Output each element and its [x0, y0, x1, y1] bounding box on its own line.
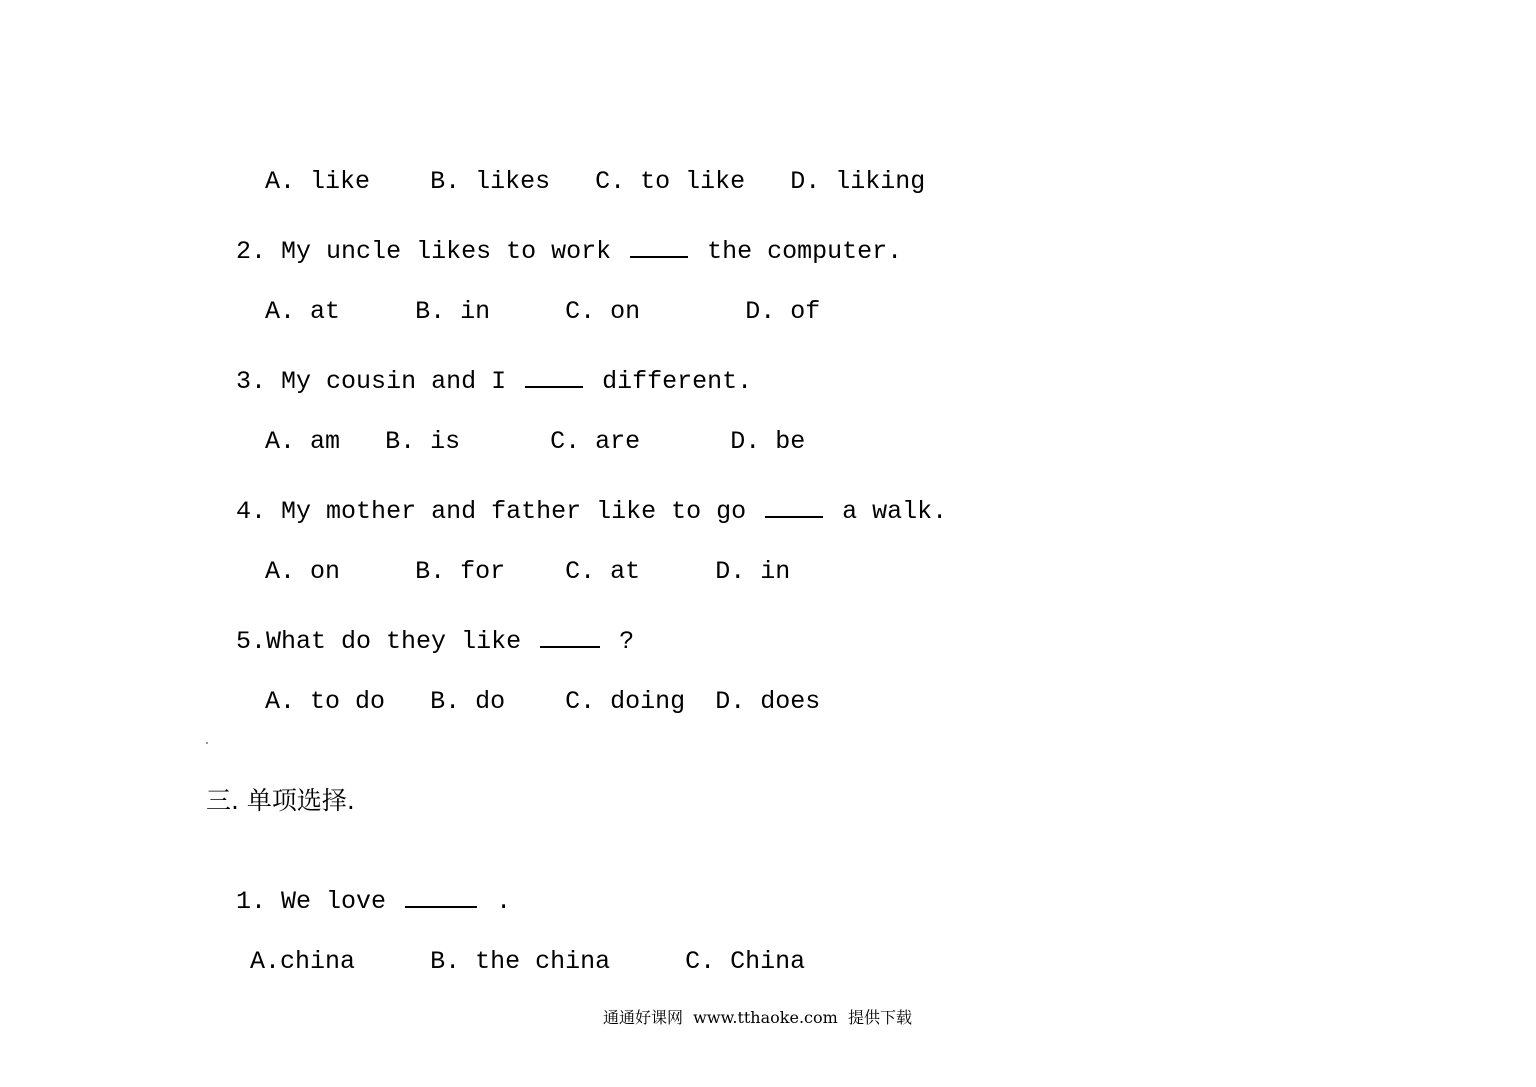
paragraph-mark — [206, 742, 208, 744]
option-c-label: C. — [565, 297, 596, 326]
question-number: 4. — [236, 497, 267, 526]
option-a-text: A.china — [250, 947, 356, 976]
option-d-text: be — [775, 427, 806, 456]
question-4-options — [235, 527, 790, 587]
option-d-text: of — [790, 297, 821, 326]
question-number: 2. — [236, 237, 267, 266]
question-2-options — [235, 267, 820, 327]
option-c-label: C. — [550, 427, 581, 456]
answer-blank — [405, 882, 477, 908]
option-a-label: A. — [265, 167, 296, 196]
option-b-label: B. — [415, 297, 446, 326]
option-b-text: the china — [475, 947, 611, 976]
option-c-text: are — [595, 427, 641, 456]
option-a-label: A. — [265, 557, 296, 586]
option-d-text: liking — [835, 167, 926, 196]
option-d-label: D. — [715, 557, 746, 586]
question-2 — [206, 202, 902, 267]
option-c-label: C. — [685, 947, 716, 976]
option-a-text: at — [310, 297, 341, 326]
option-b-text: do — [475, 687, 506, 716]
page-footer: 通通好课网 www.tthaoke.com 提供下载 — [603, 1008, 912, 1027]
option-c-text: on — [610, 297, 641, 326]
question-3-options — [235, 397, 805, 457]
section-heading: 三. 单项选择. — [206, 786, 355, 815]
option-c-label: C. — [565, 687, 596, 716]
option-d-label: D. — [715, 687, 746, 716]
question-number: 1. — [236, 887, 267, 916]
option-c-label: C. — [595, 167, 626, 196]
option-c-text: to like — [640, 167, 746, 196]
answer-blank — [525, 362, 583, 388]
question-text-before: My cousin and I — [281, 367, 507, 396]
question-4 — [206, 462, 947, 527]
option-b-label: B. — [430, 687, 461, 716]
question-number: 5. — [236, 627, 267, 656]
option-b-label: B. — [430, 947, 461, 976]
option-d-text: in — [760, 557, 791, 586]
option-c-label: C. — [565, 557, 596, 586]
question-5-options — [235, 657, 820, 717]
question-text-before: My mother and father like to go — [281, 497, 747, 526]
option-d-label: D. — [730, 427, 761, 456]
question-1-options — [235, 137, 925, 197]
option-c-text: China — [730, 947, 806, 976]
question-text-after: ? — [619, 627, 635, 656]
option-a-label: A. — [265, 297, 296, 326]
question-5 — [206, 592, 634, 657]
option-d-label: D. — [745, 297, 776, 326]
question-text-before: My uncle likes to work — [281, 237, 612, 266]
answer-blank — [630, 232, 688, 258]
question-text-after: a walk. — [842, 497, 948, 526]
option-a-text: like — [310, 167, 371, 196]
option-d-label: D. — [790, 167, 821, 196]
option-b-label: B. — [430, 167, 461, 196]
option-b-text: likes — [475, 167, 551, 196]
option-b-label: B. — [385, 427, 416, 456]
section-3-question-1-options — [220, 917, 805, 977]
option-a-label: A. — [265, 427, 296, 456]
section-3-question-1 — [206, 852, 511, 917]
option-b-text: is — [430, 427, 461, 456]
answer-blank — [765, 492, 823, 518]
answer-blank — [540, 622, 600, 648]
question-text-before: We love — [281, 887, 387, 916]
option-c-text: at — [610, 557, 641, 586]
option-d-text: does — [760, 687, 821, 716]
option-b-label: B. — [415, 557, 446, 586]
question-text-after: . — [496, 887, 512, 916]
option-a-label: A. — [265, 687, 296, 716]
question-number: 3. — [236, 367, 267, 396]
option-b-text: in — [460, 297, 491, 326]
option-c-text: doing — [610, 687, 686, 716]
option-a-text: to do — [310, 687, 386, 716]
option-a-text: am — [310, 427, 341, 456]
option-a-text: on — [310, 557, 341, 586]
question-text-after: different. — [602, 367, 753, 396]
question-text-before: What do they like — [266, 627, 522, 656]
option-b-text: for — [460, 557, 506, 586]
question-3 — [206, 332, 752, 397]
question-text-after: the computer. — [707, 237, 903, 266]
